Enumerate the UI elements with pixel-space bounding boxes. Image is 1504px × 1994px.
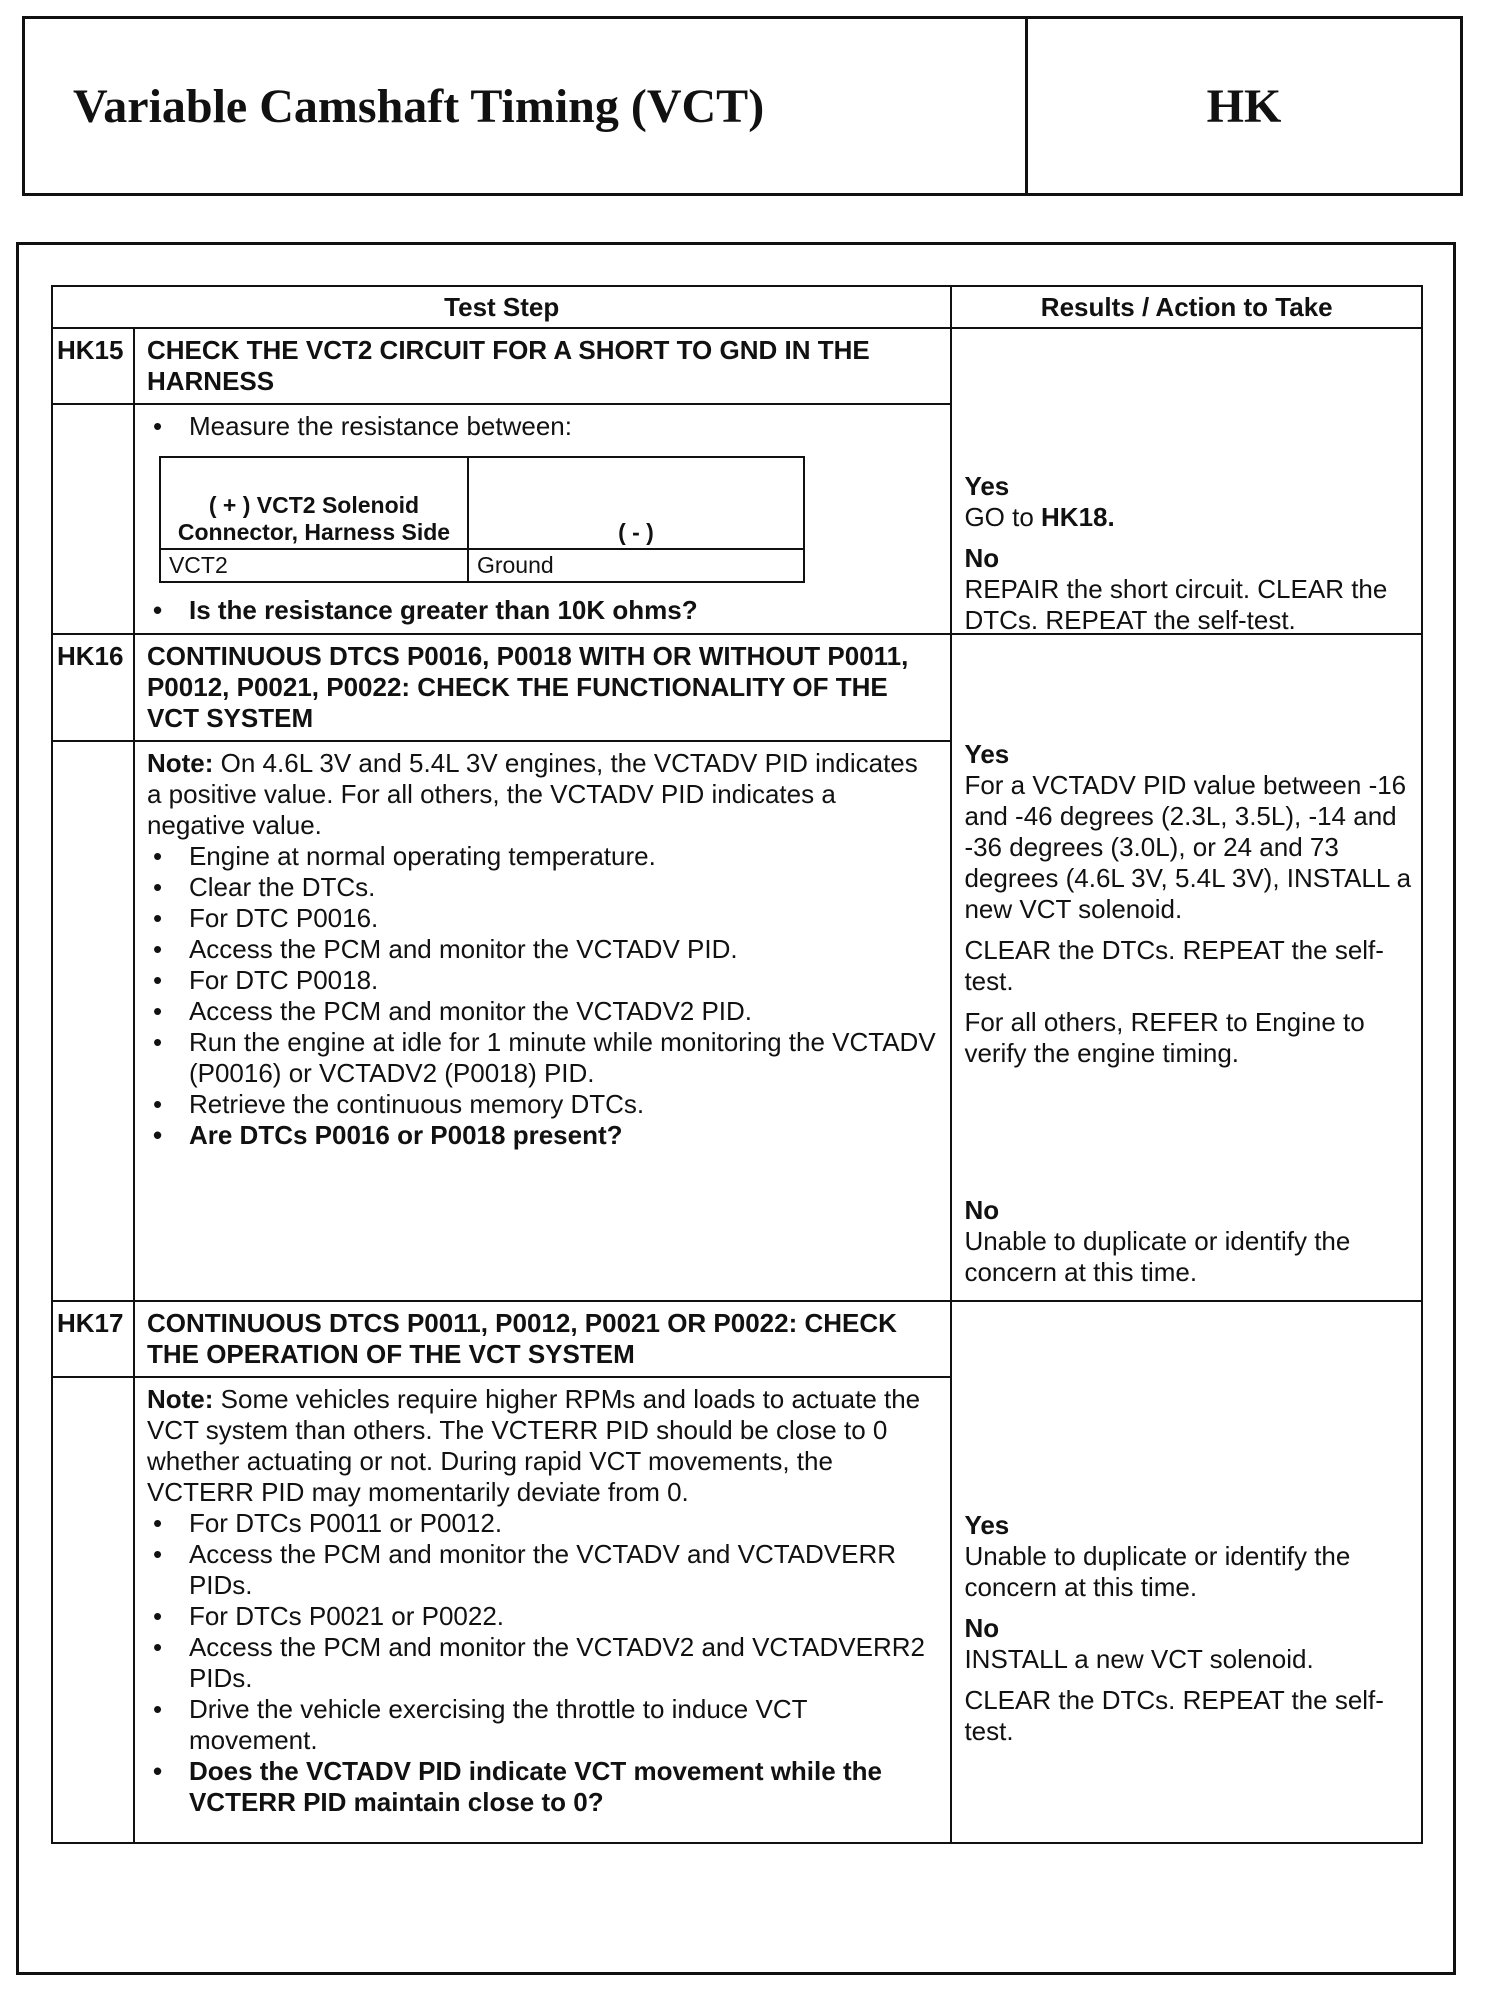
- list-item: • Access the PCM and monitor the VCTADV2 PID.: [147, 996, 938, 1027]
- step-id-spacer: [52, 1377, 134, 1843]
- no-label: No: [964, 1613, 1000, 1643]
- step-id-spacer: [52, 741, 134, 1301]
- page-header: [22, 16, 1463, 196]
- no-action: Unable to duplicate or identify the concern at this time.: [964, 1226, 1351, 1287]
- measurement-header-positive: ( + ) VCT2 Solenoid Connector, Harness Side: [160, 457, 468, 549]
- step-result: [951, 328, 1422, 634]
- section-code: HK: [1206, 79, 1282, 133]
- step-result: [951, 1301, 1422, 1843]
- yes-action: [964, 502, 1413, 533]
- list-item: • Engine at normal operating temperature.: [147, 841, 938, 872]
- col-test-step: Test Step: [52, 286, 951, 328]
- list-item: • For DTC P0016.: [147, 903, 938, 934]
- step-heading: CONTINUOUS DTCS P0011, P0012, P0021 OR P0022: CHECK THE OPERATION OF THE VCT SYSTEM: [134, 1301, 951, 1377]
- list-item: • For DTCs P0011 or P0012.: [147, 1508, 938, 1539]
- step-id-spacer: [52, 404, 134, 634]
- note-text: Some vehicles require higher RPMs and loads to actuate the VCT system than others. The VCTERR PID should be close to 0 whether actuating or not. During rapid VCT movements, the VCTERR PID may momentarily deviate from 0.: [146, 1384, 921, 1507]
- test-step-table: [51, 285, 1423, 1844]
- step-bullets: [147, 411, 938, 442]
- list-item: • Drive the vehicle exercising the throttle to induce VCT movement.: [147, 1694, 938, 1756]
- list-item: • Access the PCM and monitor the VCTADV PID.: [147, 934, 938, 965]
- list-item: • Clear the DTCs.: [147, 872, 938, 903]
- step-heading: CHECK THE VCT2 CIRCUIT FOR A SHORT TO GND IN THE HARNESS: [134, 328, 951, 404]
- content-frame: [16, 242, 1456, 1975]
- measurement-cell: Ground: [468, 549, 804, 582]
- yes-label: Yes: [964, 471, 1010, 501]
- step-body: [134, 1377, 951, 1843]
- yes-action-3: For all others, REFER to Engine to verify the engine timing.: [964, 1007, 1365, 1068]
- list-item: • Run the engine at idle for 1 minute while monitoring the VCTADV (P0016) or VCTADV2 (P0018) PID.: [147, 1027, 938, 1089]
- step-body: [134, 404, 951, 634]
- step-heading: CONTINUOUS DTCS P0016, P0018 WITH OR WITHOUT P0011, P0012, P0021, P0022: CHECK THE FUNCTIONALITY OF THE VCT SYSTEM: [134, 634, 951, 741]
- table-header-row: [52, 286, 1422, 328]
- yes-action-text: GO to: [964, 502, 1034, 532]
- measurement-header-negative: ( - ): [468, 457, 804, 549]
- step-body: [134, 741, 951, 1301]
- list-item: • Measure the resistance between:: [147, 411, 938, 442]
- yes-label: Yes: [964, 739, 1010, 769]
- step-bullets: [147, 841, 938, 1151]
- no-action: REPAIR the short circuit. CLEAR the DTCs. REPEAT the self-test.: [964, 574, 1388, 635]
- no-action-2: CLEAR the DTCs. REPEAT the self-test.: [964, 1685, 1384, 1746]
- step-question: • Are DTCs P0016 or P0018 present?: [147, 1120, 938, 1151]
- yes-action: For a VCTADV PID value between -16 and -46 degrees (2.3L, 3.5L), -14 and -36 degrees (3.0L), or 24 and 73 degrees (4.6L 3V, 5.4L 3V), INSTALL a new VCT solenoid.: [964, 770, 1412, 924]
- list-item: • Retrieve the continuous memory DTCs.: [147, 1089, 938, 1120]
- list-item: • For DTCs P0021 or P0022.: [147, 1601, 938, 1632]
- note-label: Note:: [146, 748, 214, 778]
- step-id: HK15: [52, 328, 134, 404]
- step-question: • Is the resistance greater than 10K ohms?: [147, 595, 938, 626]
- measurement-cell: VCT2: [160, 549, 468, 582]
- yes-action-ref: HK18.: [1041, 502, 1115, 532]
- note-label: Note:: [146, 1384, 214, 1414]
- step-heading-row: [52, 634, 1422, 741]
- step-bullets: [147, 1508, 938, 1818]
- measurement-table: [159, 456, 805, 583]
- step-heading-row: [52, 328, 1422, 404]
- step-result: [951, 634, 1422, 1301]
- list-item: • Access the PCM and monitor the VCTADV2 and VCTADVERR2 PIDs.: [147, 1632, 938, 1694]
- note-text: On 4.6L 3V and 5.4L 3V engines, the VCTADV PID indicates a positive value. For all others, the VCTADV PID indicates a negative value.: [146, 748, 918, 840]
- step-question: • Does the VCTADV PID indicate VCT movement while the VCTERR PID maintain close to 0?: [147, 1756, 938, 1818]
- list-item: • For DTC P0018.: [147, 965, 938, 996]
- yes-action: Unable to duplicate or identify the concern at this time.: [964, 1541, 1351, 1602]
- step-note: [147, 748, 938, 841]
- step-id: HK17: [52, 1301, 134, 1377]
- no-label: No: [964, 1195, 1000, 1225]
- list-item: • Access the PCM and monitor the VCTADV and VCTADVERR PIDs.: [147, 1539, 938, 1601]
- no-action: INSTALL a new VCT solenoid.: [964, 1644, 1314, 1674]
- col-results: Results / Action to Take: [951, 286, 1422, 328]
- step-note: [147, 1384, 938, 1508]
- page-title: Variable Camshaft Timing (VCT): [25, 19, 1028, 193]
- no-label: No: [964, 543, 1000, 573]
- step-heading-row: [52, 1301, 1422, 1377]
- yes-label: Yes: [964, 1510, 1010, 1540]
- yes-action-2: CLEAR the DTCs. REPEAT the self-test.: [964, 935, 1384, 996]
- step-id: HK16: [52, 634, 134, 741]
